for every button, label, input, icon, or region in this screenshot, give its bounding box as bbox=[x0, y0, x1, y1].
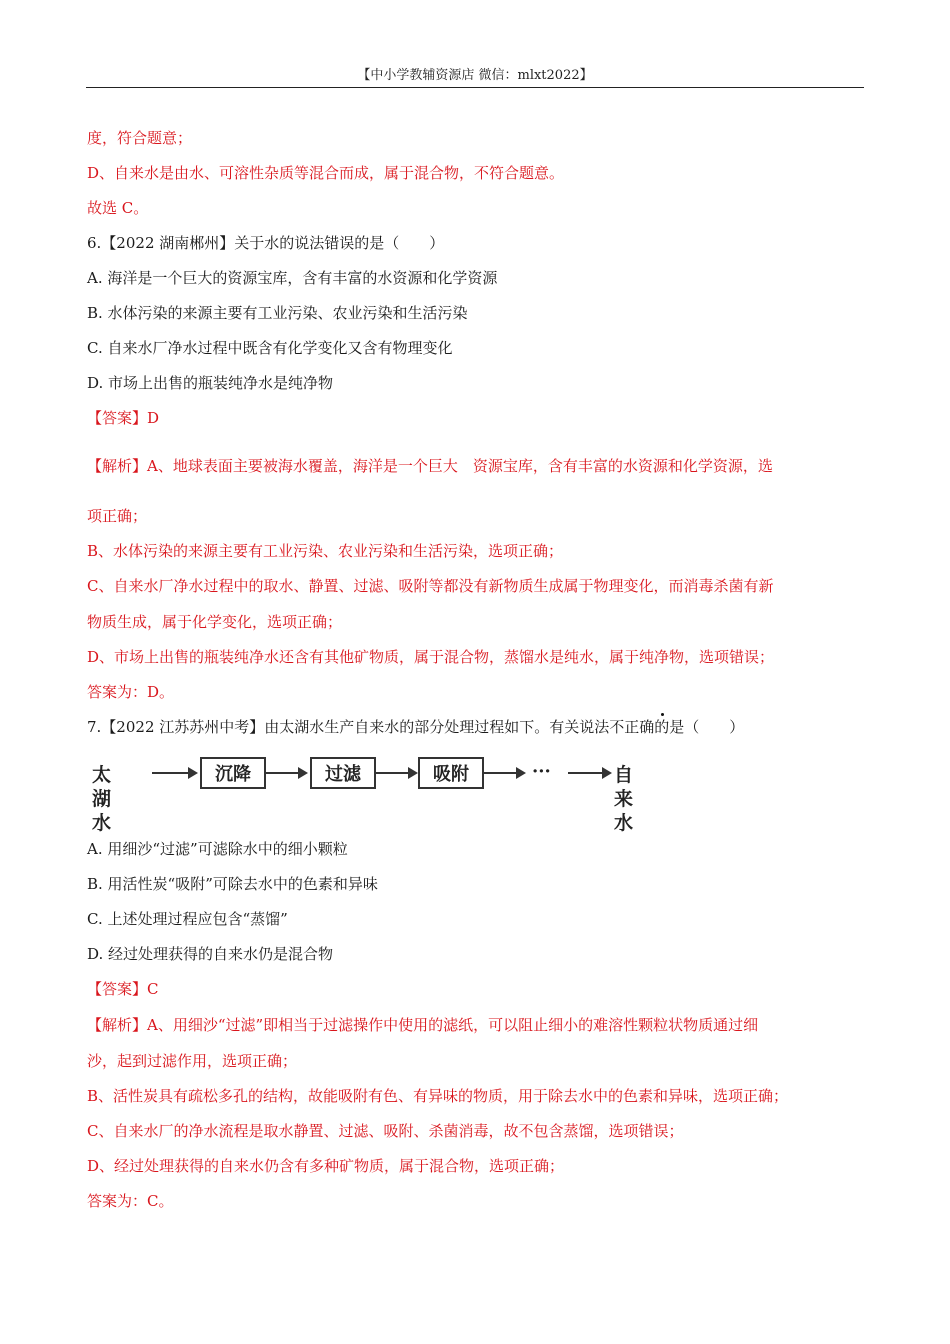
emphasis-dot bbox=[661, 713, 664, 716]
analysis-line: 故选 C。 bbox=[87, 199, 149, 217]
question-7-answer: 【答案】C bbox=[87, 980, 159, 998]
analysis-line: D、市场上出售的瓶装纯净水还含有其他矿物质，属于混合物，蒸馏水是纯水，属于纯净物，选项错误； bbox=[87, 648, 775, 666]
question-7-option-a: A. 用细沙“过滤”可滤除水中的细小颗粒 bbox=[87, 840, 348, 858]
flow-step-adsorption: 吸附 bbox=[418, 757, 484, 789]
flow-step-filtering: 过滤 bbox=[310, 757, 376, 789]
question-6-option-a: A. 海洋是一个巨大的资源宝库，含有丰富的水资源和化学资源 bbox=[87, 269, 498, 287]
flow-arrow bbox=[484, 772, 524, 774]
question-7-option-b: B. 用活性炭“吸附”可除去水中的色素和异味 bbox=[87, 875, 378, 893]
flow-ellipsis: ··· bbox=[532, 761, 551, 782]
flow-arrow bbox=[376, 772, 416, 774]
analysis-line: 【解析】A、用细沙“过滤”即相当于过滤操作中使用的滤纸，可以阻止细小的难溶性颗粒状物质通过细 bbox=[87, 1016, 759, 1034]
analysis-line: 沙，起到过滤作用，选项正确； bbox=[87, 1052, 298, 1070]
question-7-option-c: C. 上述处理过程应包含“蒸馏” bbox=[87, 910, 288, 928]
flow-source: 太湖水 bbox=[92, 764, 112, 834]
analysis-line: B、活性炭具有疏松多孔的结构，故能吸附有色、有异味的物质，用于除去水中的色素和异味，选项正确； bbox=[87, 1087, 789, 1105]
question-6-option-c: C. 自来水厂净水过程中既含有化学变化又含有物理变化 bbox=[87, 339, 453, 357]
analysis-line: 答案为：C。 bbox=[87, 1192, 174, 1210]
question-6-answer: 【答案】D bbox=[87, 409, 160, 427]
analysis-line: 【解析】A、地球表面主要被海水覆盖，海洋是一个巨大 资源宝库，含有丰富的水资源和化学资源，选 bbox=[87, 457, 773, 475]
analysis-line: D、自来水是由水、可溶性杂质等混合而成，属于混合物，不符合题意。 bbox=[87, 164, 565, 182]
analysis-line: D、经过处理获得的自来水仍含有多种矿物质，属于混合物，选项正确； bbox=[87, 1157, 565, 1175]
flow-arrow bbox=[152, 772, 196, 774]
flow-target: 自来水 bbox=[614, 764, 634, 834]
analysis-line: C、自来水厂的净水流程是取水静置、过滤、吸附、杀菌消毒，故不包含蒸馏，选项错误； bbox=[87, 1122, 684, 1140]
analysis-line: 答案为：D。 bbox=[87, 683, 175, 701]
analysis-line: C、自来水厂净水过程中的取水、静置、过滤、吸附等都没有新物质生成属于物理变化，而消毒杀菌有新 bbox=[87, 577, 774, 595]
flow-arrow bbox=[266, 772, 306, 774]
question-7-option-d: D. 经过处理获得的自来水仍是混合物 bbox=[87, 945, 334, 963]
question-6-stem: 6.【2022 湖南郴州】关于水的说法错误的是（ ） bbox=[87, 234, 445, 252]
analysis-line: B、水体污染的来源主要有工业污染、农业污染和生活污染，选项正确； bbox=[87, 542, 564, 560]
flow-arrow bbox=[568, 772, 610, 774]
analysis-line: 度，符合题意； bbox=[87, 129, 193, 147]
analysis-line: 物质生成，属于化学变化，选项正确； bbox=[87, 613, 343, 631]
question-6-option-d: D. 市场上出售的瓶装纯净水是纯净物 bbox=[87, 374, 334, 392]
question-6-option-b: B. 水体污染的来源主要有工业污染、农业污染和生活污染 bbox=[87, 304, 468, 322]
flow-step-settling: 沉降 bbox=[200, 757, 266, 789]
analysis-line: 项正确； bbox=[87, 507, 148, 525]
question-7-stem: 7.【2022 江苏苏州中考】由太湖水生产自来水的部分处理过程如下。有关说法不正确的是（ ） bbox=[87, 718, 745, 736]
page-header: 【中小学教辅资源店 微信：mlxt2022】 bbox=[357, 68, 593, 83]
header-divider bbox=[86, 87, 864, 88]
